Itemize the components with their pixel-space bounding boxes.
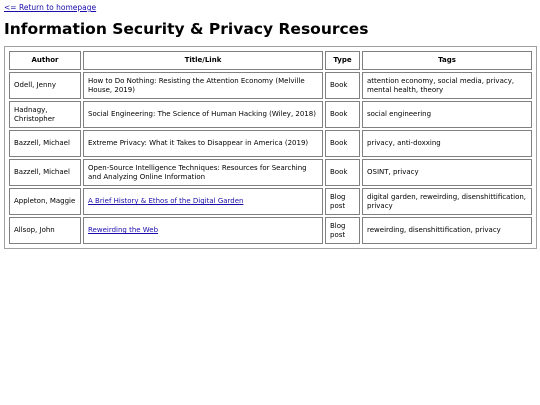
- type-cell: Book: [325, 101, 360, 128]
- author-cell: Hadnagy, Christopher: [9, 101, 81, 128]
- resources-table: [7, 49, 534, 246]
- type-cell: Book: [325, 130, 360, 157]
- author-cell: Bazzell, Michael: [9, 130, 81, 157]
- author-column-header: Author: [9, 51, 81, 70]
- tags-cell: attention economy, social media, privacy, mental health, theory: [362, 72, 532, 99]
- tags-cell: OSINT, privacy: [362, 159, 532, 186]
- page-title: Information Security & Privacy Resources: [4, 20, 369, 38]
- type-cell: Blog post: [325, 188, 360, 215]
- title-cell: Open-Source Intelligence Techniques: Resources for Searching and Analyzing Online Information: [83, 159, 323, 186]
- tags-column-header: Tags: [362, 51, 532, 70]
- resources-table-container: [4, 46, 537, 249]
- table-body: [9, 72, 532, 244]
- title-cell: Extreme Privacy: What it Takes to Disappear in America (2019): [83, 130, 323, 157]
- table-row: [9, 130, 532, 157]
- title-cell: How to Do Nothing: Resisting the Attention Economy (Melville House, 2019): [83, 72, 323, 99]
- title-cell: Social Engineering: The Science of Human Hacking (Wiley, 2018): [83, 101, 323, 128]
- table-row: [9, 101, 532, 128]
- table-row: [9, 72, 532, 99]
- author-cell: Bazzell, Michael: [9, 159, 81, 186]
- table-row: [9, 217, 532, 244]
- tags-cell: social engineering: [362, 101, 532, 128]
- author-cell: Appleton, Maggie: [9, 188, 81, 215]
- type-cell: Blog post: [325, 217, 360, 244]
- table-row: [9, 188, 532, 215]
- author-cell: Allsop, John: [9, 217, 81, 244]
- type-column-header: Type: [325, 51, 360, 70]
- tags-cell: reweirding, disenshittification, privacy: [362, 217, 532, 244]
- type-cell: Book: [325, 72, 360, 99]
- title-cell: [83, 217, 323, 244]
- return-home-link[interactable]: <= Return to homepage: [4, 3, 97, 12]
- type-cell: Book: [325, 159, 360, 186]
- table-header-row: [9, 51, 532, 70]
- digital-garden-link[interactable]: A Brief History & Ethos of the Digital Garden: [88, 197, 244, 206]
- table-row: [9, 159, 532, 186]
- title-column-header: Title/Link: [83, 51, 323, 70]
- tags-cell: digital garden, reweirding, disenshittification, privacy: [362, 188, 532, 215]
- author-cell: Odell, Jenny: [9, 72, 81, 99]
- title-cell: [83, 188, 323, 215]
- reweirding-web-link[interactable]: Reweirding the Web: [88, 226, 159, 235]
- tags-cell: privacy, anti-doxxing: [362, 130, 532, 157]
